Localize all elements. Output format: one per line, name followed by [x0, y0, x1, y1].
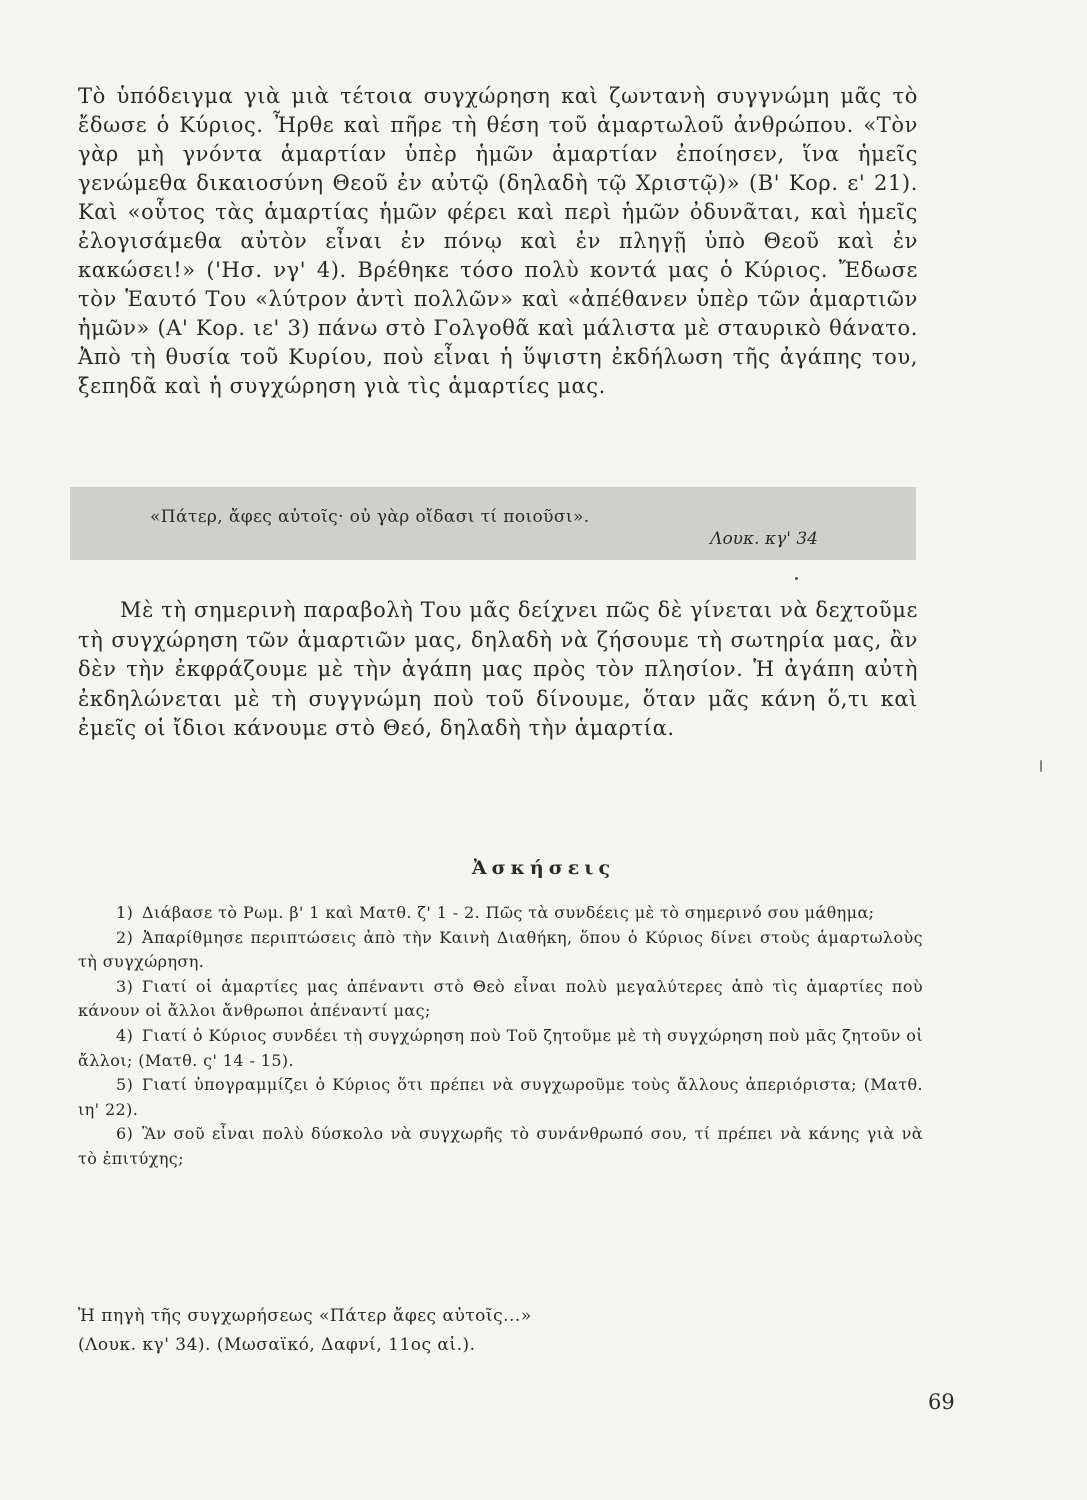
exercise-number: 4): [116, 1025, 134, 1045]
exercise-text: Γιατί ὁ Κύριος συνδέει τὴ συγχώρηση ποὺ Τοῦ ζητοῦμε μὲ τὴ συγχώρηση ποὺ μᾶς ζητοῦν οἱ ἄλλοι; (Ματθ. ς' 14 - 15).: [78, 1025, 923, 1070]
image-caption: [78, 1302, 638, 1360]
exercise-item: [78, 926, 923, 975]
exercise-item: [78, 1024, 923, 1073]
exercise-item: [78, 1122, 923, 1171]
scan-speck: [795, 577, 798, 580]
scan-speck: [1040, 760, 1042, 772]
exercise-number: 1): [116, 903, 134, 922]
exercise-item: [78, 1073, 923, 1122]
exercise-number: 5): [116, 1075, 134, 1095]
exercise-number: 3): [116, 976, 134, 996]
exercises-list: [78, 901, 923, 1172]
exercise-item: [78, 975, 923, 1024]
exercise-text: Ἂν σοῦ εἶναι πολὺ δύσκολο νὰ συγχωρῆς τὸ συνάνθρωπό σου, τί πρέπει νὰ κάνης γιὰ νὰ τὸ ἐπιτύχης;: [78, 1124, 923, 1168]
exercise-text: Διάβασε τὸ Ρωμ. β' 1 καὶ Ματθ. ζ' 1 - 2. Πῶς τὰ συνδέεις μὲ τὸ σημερινό σου μάθημα;: [142, 903, 875, 922]
exercises-heading: Ἀσκήσεις: [471, 857, 616, 879]
quote-box: [70, 487, 916, 560]
body-paragraph-1: Τὸ ὑπόδειγμα γιὰ μιὰ τέτοια συγχώρηση καὶ ζωντανὴ συγγνώμη μᾶς τὸ ἔδωσε ὁ Κύριος. Ἦρθε καὶ πῆρε τὴ θέση τοῦ ἁμαρτωλοῦ ἀνθρώπου. «Τὸν γὰρ μὴ γνόντα ἁμαρτίαν ὑπὲρ ἡμῶν ἁμαρτίαν ἐποίησεν, ἵνα ἡμεῖς γενώμεθα δικαιοσύνη Θεοῦ ἐν αὐτῷ (δηλαδὴ τῷ Χριστῷ)» (Β' Κορ. ε' 21). Καὶ «οὗτος τὰς ἁμαρτίας ἡμῶν φέρει καὶ περὶ ἡμῶν ὀδυνᾶται, καὶ ἡμεῖς ἐλογισάμεθα αὐτὸν εἶναι ἐν πόνῳ καὶ ἐν πληγῇ ὑπὸ Θεοῦ καὶ ἐν κακώσει!» ('Ησ. νγ' 4). Βρέθηκε τόσο πολὺ κοντά μας ὁ Κύριος. Ἔδωσε τὸν Ἑαυτό Του «λύτρον ἀντὶ πολλῶν» καὶ «ἀπέθανεν ὑπὲρ τῶν ἁμαρτιῶν ἡμῶν» (Α' Κορ. ιε' 3) πάνω στὸ Γολγοθᾶ καὶ μάλιστα μὲ σταυρικὸ θάνατο. Ἀπὸ τὴ θυσία τοῦ Κυρίου, ποὺ εἶναι ἡ ὕψιστη ἐκδήλωση τῆς ἀγάπης του, ξεπηδᾶ καὶ ἡ συγχώρηση γιὰ τὶς ἁμαρτίες μας.: [78, 84, 918, 398]
exercise-number: 2): [116, 927, 134, 947]
body-paragraph-2: Μὲ τὴ σημερινὴ παραβολὴ Του μᾶς δείχνει πῶς δὲ γίνεται νὰ δεχτοῦμε τὴ συγχώρηση τῶν ἁμαρτιῶν μας, δηλαδὴ νὰ ζήσουμε τὴ σωτηρία μας, ἂν δὲν τὴν ἐκφράζουμε μὲ τὴν ἀγάπη μας πρὸς τὸν πλησίον. Ἡ ἀγάπη αὐτὴ ἐκδηλώνεται μὲ τὴ συγγνώμη ποὺ τοῦ δίνουμε, ὅταν μᾶς κάνη ὅ,τι καὶ ἐμεῖς οἱ ἴδιοι κάνουμε στὸ Θεό, δηλαδὴ τὴν ἁμαρτία.: [78, 598, 918, 740]
exercise-number: 6): [116, 1124, 134, 1144]
quote-text: «Πάτερ, ἄφες αὐτοῖς· οὐ γὰρ οἴδασι τί ποιοῦσι».: [150, 507, 590, 527]
exercise-text: Γιατί ὑπογραμμίζει ὁ Κύριος ὅτι πρέπει νὰ συγχωροῦμε τοὺς ἄλλους ἀπεριόριστα; (Ματθ. ιη' 22).: [78, 1075, 923, 1119]
page-number: 69: [928, 1390, 955, 1414]
exercise-text: Ἀπαρίθμησε περιπτώσεις ἀπὸ τὴν Καινὴ Διαθήκη, ὅπου ὁ Κύριος δίνει στοὺς ἁμαρτωλοὺς τὴ συγχώρηση.: [78, 927, 923, 972]
caption-line-2: (Λουκ. κγ' 34). (Μωσαϊκό, Δαφνί, 11ος αἰ.).: [78, 1335, 476, 1355]
caption-line-1: Ἡ πηγὴ τῆς συγχωρήσεως «Πάτερ ἄφες αὐτοῖς...»: [78, 1306, 532, 1326]
exercise-text: Γιατί οἱ ἁμαρτίες μας ἀπέναντι στὸ Θεὸ εἶναι πολὺ μεγαλύτερες ἀπὸ τὶς ἁμαρτίες ποὺ κάνουν οἱ ἄλλοι ἄνθρωποι ἀπέναντί μας;: [78, 976, 923, 1021]
exercise-item: [78, 901, 923, 926]
quote-reference: Λουκ. κγ' 34: [710, 529, 818, 549]
